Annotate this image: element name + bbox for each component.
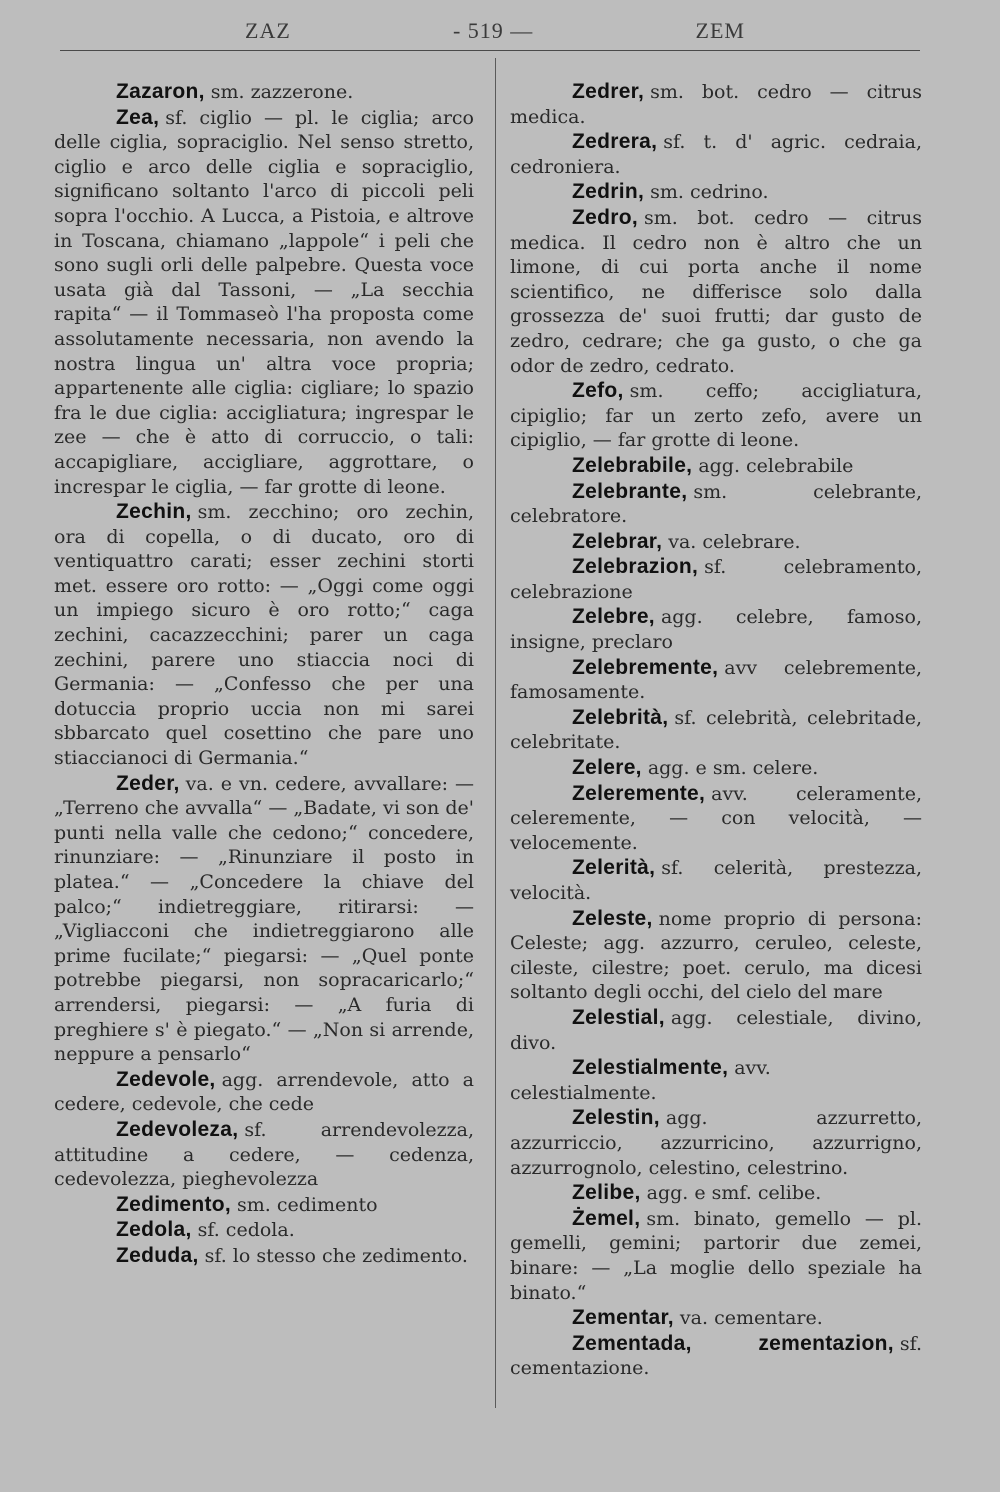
entry-headword: Zementada, zementazion, <box>572 1331 894 1355</box>
entry-headword: Zelestialmente, <box>572 1056 729 1080</box>
entry-text <box>54 500 474 771</box>
dictionary-entry <box>510 1306 922 1331</box>
entry-text <box>54 80 474 105</box>
entry-text <box>510 656 922 705</box>
entry-definition: sm. bot. cedro — citrus medica. Il cedro non è altro che un limone, di cui porta anche il nome scientifico, ne differisce solo dalla grossezza de' suoi frutti; dar gusto de zedro, cedrare; che ga gusto, o che ga odor de zedro, cedrato. <box>510 206 922 377</box>
dictionary-entry <box>54 1068 474 1117</box>
dictionary-entry <box>510 454 922 479</box>
dictionary-entry <box>510 1106 922 1180</box>
entry-headword: Zechin, <box>116 500 192 524</box>
entry-text <box>510 379 922 453</box>
entry-text <box>510 1207 922 1305</box>
entry-headword: Zedro, <box>572 205 638 229</box>
entry-text <box>54 1068 474 1117</box>
entry-definition: sf. celebramento, celebrazione <box>510 556 922 603</box>
entry-headword: Zedola, <box>116 1218 192 1242</box>
entry-headword: Zelebremente, <box>572 655 719 679</box>
entry-headword: Zelerità, <box>572 856 656 880</box>
entry-headword: Zeleremente, <box>572 781 706 805</box>
dictionary-entry <box>510 480 922 529</box>
entry-headword: Żemel, <box>572 1206 641 1230</box>
entry-headword: Zelebrante, <box>572 479 688 503</box>
dictionary-entry <box>54 772 474 1067</box>
dictionary-entry <box>54 106 474 500</box>
entry-text <box>510 1006 922 1055</box>
page-header <box>60 14 920 48</box>
entry-text <box>510 1106 922 1180</box>
entry-headword: Zedrin, <box>572 180 645 204</box>
entry-text <box>54 1118 474 1192</box>
dictionary-entry <box>510 706 922 755</box>
entry-headword: Zedevole, <box>116 1067 216 1091</box>
entry-text <box>510 180 922 205</box>
dictionary-entry <box>510 1181 922 1206</box>
entry-headword: Zelibe, <box>572 1181 641 1205</box>
entry-definition: sm. ceffo; accigliatura, cipiglio; far un zerto zefo, avere un cipiglio, — far grotte di leone. <box>510 380 922 452</box>
entry-headword: Zelestial, <box>572 1005 665 1029</box>
entry-definition: agg. celebre, famoso, insigne, preclaro <box>510 606 922 654</box>
dictionary-entry <box>510 130 922 179</box>
entry-headword: Zelebrazion, <box>572 555 699 579</box>
entry-text <box>510 782 922 856</box>
dictionary-entry <box>510 1056 922 1105</box>
entry-definition: agg. e smf. celibe. <box>646 1182 822 1205</box>
entry-headword: Zefo, <box>572 379 624 403</box>
entry-definition: sf. cedola. <box>197 1219 295 1242</box>
entry-definition: sm. binato, gemello — pl. gemelli, gemini; partorir due zemei, binare: — „La moglie dello speziale ha binato.“ <box>510 1207 922 1304</box>
entry-text <box>510 454 922 479</box>
entry-headword: Zelere, <box>572 756 642 780</box>
entry-definition: va. e vn. cedere, avvallare: — „Terreno che avvalla“ — „Badate, vi son de' punti nella valle che cedono;“ concedere, rinunziare: — „Rinunziare il posto in platea.“ — „Concedere la chiave del palco;“ indietreggiare, ritirarsi: — „Vigliacconi che indietreggiarono alle prime fucilate;“ piegarsi: — „Quel ponte potrebbe piegarsi, non sopracaricarlo;“ arrendersi, piegarsi: — „A furia di preghiere s' è piegato.“ — „Non si arrende, neppure a pensarlo“ <box>54 772 474 1066</box>
page-number: - 519 — <box>452 18 534 43</box>
entry-text <box>510 1181 922 1206</box>
entry-definition: sf. t. d' agric. cedraia, cedroniera. <box>510 131 922 178</box>
entry-definition: va. cementare. <box>679 1307 823 1330</box>
entry-headword: Zeduda, <box>116 1243 199 1267</box>
entry-text <box>510 907 922 1005</box>
entry-headword: Zedrer, <box>572 80 645 103</box>
entry-text <box>54 1193 474 1218</box>
entry-text <box>54 1218 474 1243</box>
entry-headword: Zeleste, <box>572 906 653 930</box>
entry-text <box>510 130 922 179</box>
entry-text <box>54 1244 474 1269</box>
entry-definition: nome proprio di persona: Celeste; agg. azzurro, ceruleo, celeste, cileste, cilestre; poet. cerulo, ma dicesi soltanto degli occhi, del cielo del mare <box>510 907 922 1004</box>
entry-text <box>54 772 474 1067</box>
entry-text <box>510 1306 922 1331</box>
entry-headword: Zedimento, <box>116 1192 232 1216</box>
dictionary-entry <box>54 1218 474 1243</box>
dictionary-entry <box>54 500 474 771</box>
entry-definition: avv. celestialmente. <box>510 1057 771 1104</box>
entry-headword: Zelebrità, <box>572 705 669 729</box>
dictionary-entry <box>54 1193 474 1218</box>
left-column <box>54 80 474 1270</box>
entry-definition: agg. arrendevole, atto a cedere, cedevole, che cede <box>54 1068 474 1116</box>
dictionary-entry <box>510 782 922 856</box>
entry-definition: sf. lo stesso che zedimento. <box>204 1244 468 1267</box>
dictionary-entry <box>510 856 922 905</box>
header-left-guide-word: ZAZ <box>245 18 291 43</box>
header-right-guide-word: ZEM <box>695 18 745 43</box>
entry-headword: Zazaron, <box>116 80 205 103</box>
dictionary-entry <box>510 907 922 1005</box>
entry-definition: sm. zecchino; oro zechin, ora di copella, o di ducato, oro di ventiquattro carati; esser zechini storti met. essere oro rotto: — „Oggi come oggi un impiego sicuro è oro rotto;“ caga zechini, cacazzecchini; parer un caga zechini, parere uno stiaccia noci di Germania: — „Confesso che per una dotuccia proprio uccia non mi sarei sbbarcato quel cosettino che pare uno stiaccianoci di Germania.“ <box>54 501 474 770</box>
entry-text <box>510 756 922 781</box>
dictionary-entry <box>54 80 474 105</box>
entry-headword: Zea, <box>116 105 160 129</box>
entry-headword: Zelestin, <box>572 1106 660 1130</box>
entry-definition: sf. celebrità, celebritade, celebritate. <box>510 706 922 754</box>
dictionary-entry <box>510 530 922 555</box>
dictionary-entry <box>510 1006 922 1055</box>
entry-text <box>510 480 922 529</box>
entry-text <box>54 106 474 500</box>
entry-definition: agg. celestiale, divino, divo. <box>510 1006 922 1054</box>
entry-headword: Zementar, <box>572 1306 674 1330</box>
entry-text <box>510 80 922 129</box>
entry-text <box>510 1056 922 1105</box>
dictionary-entry <box>510 180 922 205</box>
dictionary-entry <box>54 1118 474 1192</box>
entry-text <box>510 530 922 555</box>
entry-text <box>510 206 922 378</box>
entry-definition: sf. cementazione. <box>510 1332 922 1380</box>
column-divider <box>495 58 496 1408</box>
header-rule <box>60 50 920 51</box>
entry-headword: Zedrera, <box>572 130 658 154</box>
dictionary-entry <box>510 206 922 378</box>
entry-definition: agg. e sm. celere. <box>647 757 819 780</box>
entry-headword: Zelebrar, <box>572 529 663 553</box>
entry-definition: sm. bot. cedro — citrus medica. <box>510 81 922 128</box>
entry-headword: Zelebrabile, <box>572 453 693 477</box>
entry-headword: Zelebre, <box>572 605 655 629</box>
entry-definition: sf. celerità, prestezza, velocità. <box>510 857 922 904</box>
dictionary-entry <box>510 605 922 654</box>
dictionary-entry <box>54 1244 474 1269</box>
entry-definition: sm. cedimento <box>237 1193 378 1216</box>
entry-headword: Zeder, <box>116 771 180 795</box>
right-column <box>510 80 922 1382</box>
entry-definition: avv. celeramente, celeremente, — con velocità, — velocemente. <box>510 782 922 854</box>
entry-definition: avv celebremente, famosamente. <box>510 656 922 704</box>
entry-definition: sm. cedrino. <box>650 181 769 204</box>
entry-text <box>510 856 922 905</box>
entry-definition: agg. azzurretto, azzurriccio, azzurricino, azzurrigno, azzurrognolo, celestino, celestrino. <box>510 1107 922 1179</box>
dictionary-entry <box>510 555 922 604</box>
entry-text <box>510 605 922 654</box>
dictionary-entry <box>510 1207 922 1305</box>
entry-definition: sm. celebrante, celebratore. <box>510 480 922 528</box>
entry-headword: Zedevoleza, <box>116 1117 239 1141</box>
entry-text <box>510 706 922 755</box>
dictionary-entry <box>510 1332 922 1381</box>
entry-definition: va. celebrare. <box>668 530 801 553</box>
dictionary-entry <box>510 80 922 129</box>
dictionary-entry <box>510 656 922 705</box>
entry-text <box>510 555 922 604</box>
dictionary-entry <box>510 379 922 453</box>
entry-definition: agg. celebrabile <box>698 454 854 477</box>
entry-text <box>510 1332 922 1381</box>
entry-definition: sm. zazzerone. <box>210 81 354 103</box>
entry-definition: sf. ciglio — pl. le ciglia; arco delle ciglia, sopraciglio. Nel senso stretto, ciglio e arco delle ciglia e sopraciglio, significano soltanto l'arco di piccoli peli sopra l'occhio. A Lucca, a Pistoia, e altrove in Toscana, chiamano „lappole“ i peli che sono sugli orli delle palpebre. Questa voce usata già dal Tassoni, — „La secchia rapita“ — il Tommaseò l'ha proposta come assolutamente necessaria, non avendo la nostra lingua un' altra voce propria; appartenente alle ciglia: cigliare; lo spazio fra le due ciglia: accigliatura; ingrespar le zee — che è atto di corruccio, o tali: accapigliare, accigliare, aggrottare, o increspar le ciglia, — far grotte di leone. <box>54 106 474 498</box>
dictionary-entry <box>510 756 922 781</box>
entry-definition: sf. arrendevolezza, attitudine a cedere, — cedenza, cedevolezza, pieghevolezza <box>54 1118 474 1191</box>
